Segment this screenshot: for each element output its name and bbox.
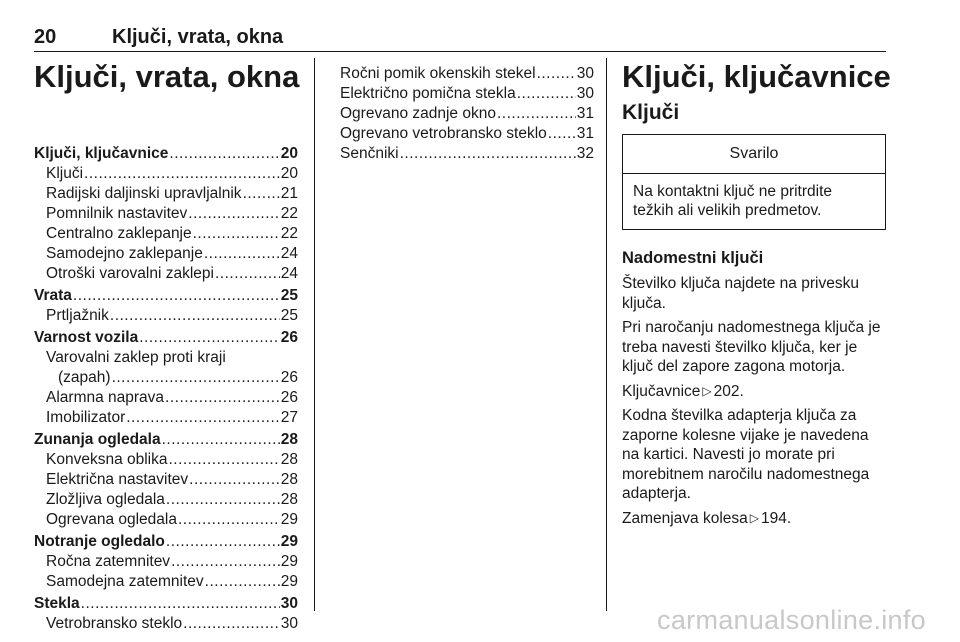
column-divider-left [314,58,315,611]
toc-entry[interactable] [34,244,298,264]
toc-entry[interactable] [34,306,298,326]
toc-leader-dots [81,594,280,614]
toc-page-number: 27 [280,409,298,426]
toc-leader-dots [110,306,280,326]
toc-page-number: 22 [280,205,298,222]
paragraph-text: Pri naročanju nadomestnega ključa je treba navesti številko ključa, ker je ključ del zapore zagona motorja. [622,319,881,375]
warning-text: Na kontaktni ključ ne pritrdite težkih ali velikih predmetov. [633,183,833,219]
toc-leader-dots [126,408,280,428]
toc-entry[interactable] [340,144,594,164]
toc-entry-text: Centralno zaklepanje [46,225,192,242]
toc-leader-dots [166,532,280,552]
toc-leader-dots [169,144,279,164]
toc-entry[interactable] [340,84,594,104]
chapter-title: Ključi, vrata, okna [34,59,300,94]
toc-entry[interactable] [34,572,298,592]
toc-leader-dots [517,84,576,104]
watermark: carmanualsonline.info [657,605,926,635]
paragraph-text: Številko ključa najdete na privesku ključa. [622,275,859,312]
body-paragraph [622,274,886,313]
toc-page-number: 22 [280,225,298,242]
toc-entry-text: Radijski daljinski upravljalnik [46,185,242,202]
toc-page-number: 20 [280,165,298,182]
toc-page-number: 28 [280,451,298,468]
toc-entry[interactable] [34,224,298,244]
toc-entry-text: Stekla [34,595,80,612]
toc-page-number: 30 [576,65,594,82]
toc-leader-dots [183,614,280,634]
toc-entry-text: Ogrevana ogledala [46,511,177,528]
body-paragraph [622,406,886,504]
toc-page-number: 24 [280,265,298,282]
toc-page-number: 29 [280,553,298,570]
toc-entry-text: Ročni pomik okenskih stekel [340,65,536,82]
toc-leader-dots [243,184,280,204]
column-divider-right [606,58,607,611]
toc-page-number: 31 [576,105,594,122]
page-number: 20 [34,26,57,48]
toc-entry-text: Vrata [34,287,72,304]
toc-page-number: 26 [280,329,298,346]
toc-entry[interactable] [340,104,594,124]
toc-leader-dots [166,490,280,510]
toc-entry-text: Električna nastavitev [46,471,189,488]
toc-entry[interactable] [34,510,298,530]
toc-entry-text: Ključi, ključavnice [34,145,169,162]
body-paragraph [622,318,886,377]
toc-entry[interactable] [34,430,298,450]
toc-leader-dots [162,430,280,450]
toc-leader-dots [193,224,280,244]
toc-entry-text: Varnost vozila [34,329,139,346]
toc-entry-text: (zapah) [58,369,111,386]
toc-entry-text: Ogrevano vetrobransko steklo [340,125,547,142]
page-header [34,26,886,50]
toc-leader-dots [178,510,280,530]
toc-leader-dots [84,164,280,184]
warning-box [622,134,886,230]
toc-entry-text: Alarmna naprava [46,389,165,406]
table-of-contents [34,144,298,634]
toc-entry[interactable] [34,490,298,510]
toc-page-number: 25 [280,287,298,304]
toc-entry-text-line1: Varovalni zaklep proti kraji [46,349,226,366]
toc-entry-text: Ročna zatemnitev [46,553,171,570]
toc-page-number: 25 [280,307,298,324]
toc-entry[interactable] [34,388,298,408]
toc-entry[interactable] [34,594,298,614]
triangle-right-icon: ▷ [749,510,760,525]
toc-entry-text: Otroški varovalni zaklepi [46,265,214,282]
toc-leader-dots [204,244,280,264]
toc-entry-text: Pomnilnik nastavitev [46,205,188,222]
running-title: Ključi, vrata, okna [112,26,284,48]
toc-leader-dots [169,450,280,470]
toc-entry-text: Konveksna oblika [46,451,168,468]
table-of-contents-continued [340,64,594,164]
toc-entry-text: Notranje ogledalo [34,533,165,550]
paragraph-text: Kodna številka adapterja ključa za zaporne kolesne vijake je navedena na kartici. Navesti jo morate pri morebitnem naročilu nadomestnega adapterja. [622,407,870,502]
toc-page-number: 30 [576,85,594,102]
toc-entry[interactable] [34,164,298,184]
toc-leader-dots [165,388,280,408]
toc-entry-text: Vetrobransko steklo [46,615,183,632]
toc-entry[interactable] [34,328,298,348]
toc-entry-text: Ključi [46,165,84,182]
content-column [622,58,891,533]
toc-leader-dots [171,552,280,572]
page-reference[interactable]: 202. [713,382,744,400]
subsection-title: Nadomestni ključi [622,249,764,267]
toc-entry[interactable] [34,264,298,284]
toc-leader-dots [112,368,280,388]
toc-leader-dots [497,104,576,124]
toc-entry[interactable] [34,204,298,224]
toc-entry-text: Senčniki [340,145,399,162]
toc-page-number: 31 [576,125,594,142]
section-subtitle: Ključi [622,101,680,124]
toc-entry[interactable] [34,286,298,306]
toc-entry-text: Samodejna zatemnitev [46,573,204,590]
toc-page-number: 24 [280,245,298,262]
toc-entry-text: Električno pomična stekla [340,85,516,102]
toc-entry-text: Ogrevano zadnje okno [340,105,496,122]
toc-entry[interactable] [34,368,298,388]
toc-leader-dots [139,328,280,348]
toc-page-number: 20 [280,145,298,162]
toc-entry-text: Imobilizator [46,409,126,426]
toc-page-number: 29 [280,511,298,528]
body-paragraph[interactable] [622,509,886,529]
toc-leader-dots [189,470,280,490]
toc-leader-dots [215,264,280,284]
toc-entry[interactable] [340,124,594,144]
page-reference[interactable]: 194. [761,509,792,527]
toc-page-number: 21 [280,185,298,202]
paragraph-text: Zamenjava kolesa [622,509,748,527]
toc-leader-dots [73,286,280,306]
section-title: Ključi, ključavnice [622,59,891,94]
toc-page-number: 29 [280,533,298,550]
toc-page-number: 29 [280,573,298,590]
toc-entry[interactable] [34,470,298,490]
toc-entry[interactable] [340,64,594,84]
toc-entry-text: Zunanja ogledala [34,431,161,448]
toc-column-continued [340,58,594,164]
toc-page-number: 26 [280,369,298,386]
toc-page-number: 28 [280,471,298,488]
toc-column [34,58,298,634]
toc-entry[interactable] [34,408,298,428]
toc-entry[interactable] [34,184,298,204]
toc-entry[interactable] [34,532,298,552]
toc-leader-dots [205,572,280,592]
toc-leader-dots [548,124,576,144]
toc-page-number: 30 [280,615,298,632]
toc-entry[interactable] [34,450,298,470]
triangle-right-icon: ▷ [702,383,712,398]
toc-entry-text: Samodejno zaklepanje [46,245,203,262]
toc-page-number: 26 [280,389,298,406]
paragraph-text: Ključavnice [622,382,701,400]
warning-title: Svarilo [623,135,885,174]
toc-page-number: 28 [280,431,298,448]
toc-leader-dots [188,204,279,224]
toc-entry-text: Zložljiva ogledala [46,491,165,508]
toc-leader-dots [537,64,576,84]
header-rule [34,51,886,52]
toc-page-number: 30 [280,595,298,612]
toc-entry[interactable] [34,614,298,634]
body-text [622,274,886,528]
toc-entry[interactable] [34,552,298,572]
body-paragraph[interactable] [622,382,886,402]
toc-page-number: 28 [280,491,298,508]
toc-leader-dots [400,144,576,164]
toc-page-number: 32 [576,145,594,162]
toc-entry-text: Prtljažnik [46,307,109,324]
toc-entry[interactable] [34,144,298,164]
